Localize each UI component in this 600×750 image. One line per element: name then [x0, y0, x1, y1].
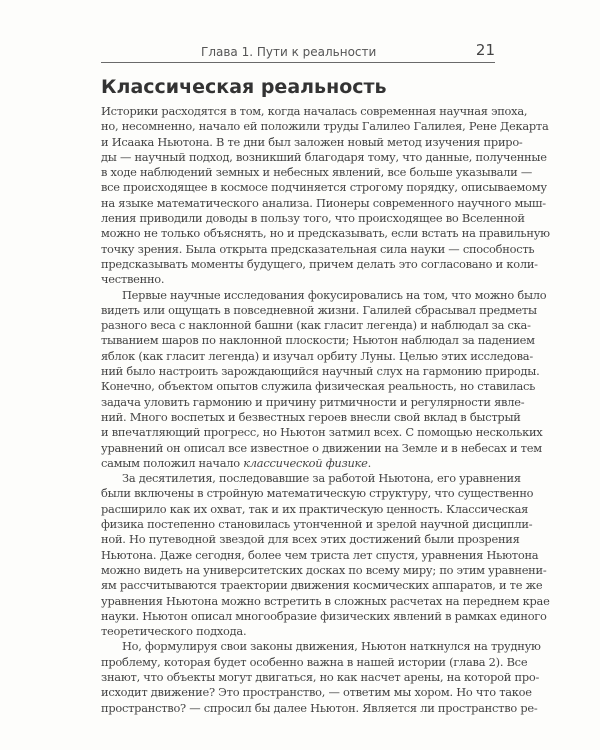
- text-line: теоретического подхода.: [101, 624, 247, 639]
- text-line: тыванием шаров по наклонной плоскости; Ньютон наблюдал за падением: [101, 333, 535, 348]
- text-line: ной. Но путеводной звездой для всех этих достижений были прозрения: [101, 532, 520, 547]
- page-number: 21: [475, 41, 495, 59]
- text-line: точку зрения. Была открыта предсказательная сила науки — способность: [101, 241, 535, 256]
- text-line: и впечатляющий прогресс, но Ньютон затмил всех. С помощью нескольких: [101, 425, 543, 440]
- text-line: исходит движение? Это пространство, — ответим мы хором. Но что такое: [101, 685, 532, 700]
- paragraph: [101, 287, 547, 472]
- text-line: ления приводили доводы в пользу того, что происходящее во Вселенной: [101, 211, 525, 226]
- paragraph: [101, 471, 550, 639]
- chapter-title: Глава 1. Пути к реальности: [201, 45, 377, 59]
- text-line: [101, 456, 495, 471]
- text-line: физика постепенно становилась утонченной и зрелой научной дисципли-: [101, 517, 533, 532]
- text-line: Конечно, объектом опытов служила физическая реальность, но ставилась: [101, 379, 536, 394]
- text-line: науки. Ньютон описал многообразие физических явлений в рамках единого: [101, 608, 547, 623]
- text-line: можно не только объяснять, но и предсказывать, если встать на правильную: [101, 226, 550, 241]
- body-text: [101, 104, 550, 716]
- text-line: ний. Много воспетых и безвестных героев внесли свой вклад в быстрый: [101, 409, 521, 424]
- paragraph: [101, 639, 541, 715]
- text-segment: самым положил начало: [101, 455, 244, 470]
- text-line: можно видеть на университетских досках по всему миру; по этим уравнени-: [101, 562, 547, 577]
- text-line: видеть или ощущать в повседневной жизни. Галилей сбрасывал предметы: [101, 302, 537, 317]
- text-line: были включены в стройную математическую структуру, что существенно: [101, 486, 534, 501]
- text-line: За десятилетия, последовавшие за работой Ньютона, его уравнения: [122, 471, 521, 486]
- text-line: ний было настроить зарождающийся научный слух на гармонию природы.: [101, 364, 540, 379]
- text-line: Но, формулируя свои законы движения, Ньютон наткнулся на трудную: [122, 639, 541, 654]
- text-line: уравнения Ньютона можно встретить в сложных расчетах на переднем крае: [101, 593, 550, 608]
- text-line: и Исаака Ньютона. В те дни был заложен новый метод изучения приро-: [101, 134, 523, 149]
- text-segment: .: [367, 455, 371, 470]
- text-line: разного веса с наклонной башни (как гласит легенда) и наблюдал за ска-: [101, 318, 531, 333]
- text-line: яблок (как гласит легенда) и изучал орбиту Луны. Целью этих исследова-: [101, 348, 533, 363]
- running-header: [101, 41, 495, 63]
- text-line: Историки расходятся в том, когда началась современная научная эпоха,: [101, 104, 528, 118]
- text-line: Ньютона. Даже сегодня, более чем триста лет спустя, уравнения Ньютона: [101, 547, 539, 562]
- italic-term: классической физике: [243, 455, 368, 470]
- text-line: знают, что объекты могут двигаться, но как насчет арены, на которой про-: [101, 669, 540, 684]
- section-title: Классическая реальность: [101, 76, 387, 98]
- text-line: но, несомненно, начало ей положили труды Галилео Галилея, Рене Декарта: [101, 119, 549, 134]
- text-line: ям рассчитываются траектории движения космических аппаратов, и те же: [101, 578, 543, 593]
- text-line: Первые научные исследования фокусировались на том, что можно было: [122, 287, 547, 302]
- text-line: задача уловить гармонию и причину ритмичности и регулярности явле-: [101, 394, 525, 409]
- text-line: предсказывать моменты будущего, причем делать это согласовано и коли-: [101, 256, 538, 271]
- text-line: чественно.: [101, 272, 165, 287]
- text-line: все происходящее в космосе подчиняется строгому порядку, описываемому: [101, 180, 547, 195]
- paragraph: [101, 104, 550, 288]
- text-line: проблему, которая будет особенно важна в нашей истории (глава 2). Все: [101, 654, 528, 669]
- text-line: пространство? — спросил бы далее Ньютон. Является ли пространство ре-: [101, 700, 538, 715]
- text-line: уравнений он описал все известное о движении на Земле и в небесах и тем: [101, 440, 542, 455]
- text-line: в ходе наблюдений земных и небесных явлений, все больше указывали —: [101, 165, 533, 180]
- text-line: ды — научный подход, возникший благодаря тому, что данные, полученные: [101, 149, 547, 164]
- text-line: расширило как их охват, так и их практическую ценность. Классическая: [101, 501, 529, 516]
- text-line: на языке математического анализа. Пионеры современного научного мыш-: [101, 195, 546, 210]
